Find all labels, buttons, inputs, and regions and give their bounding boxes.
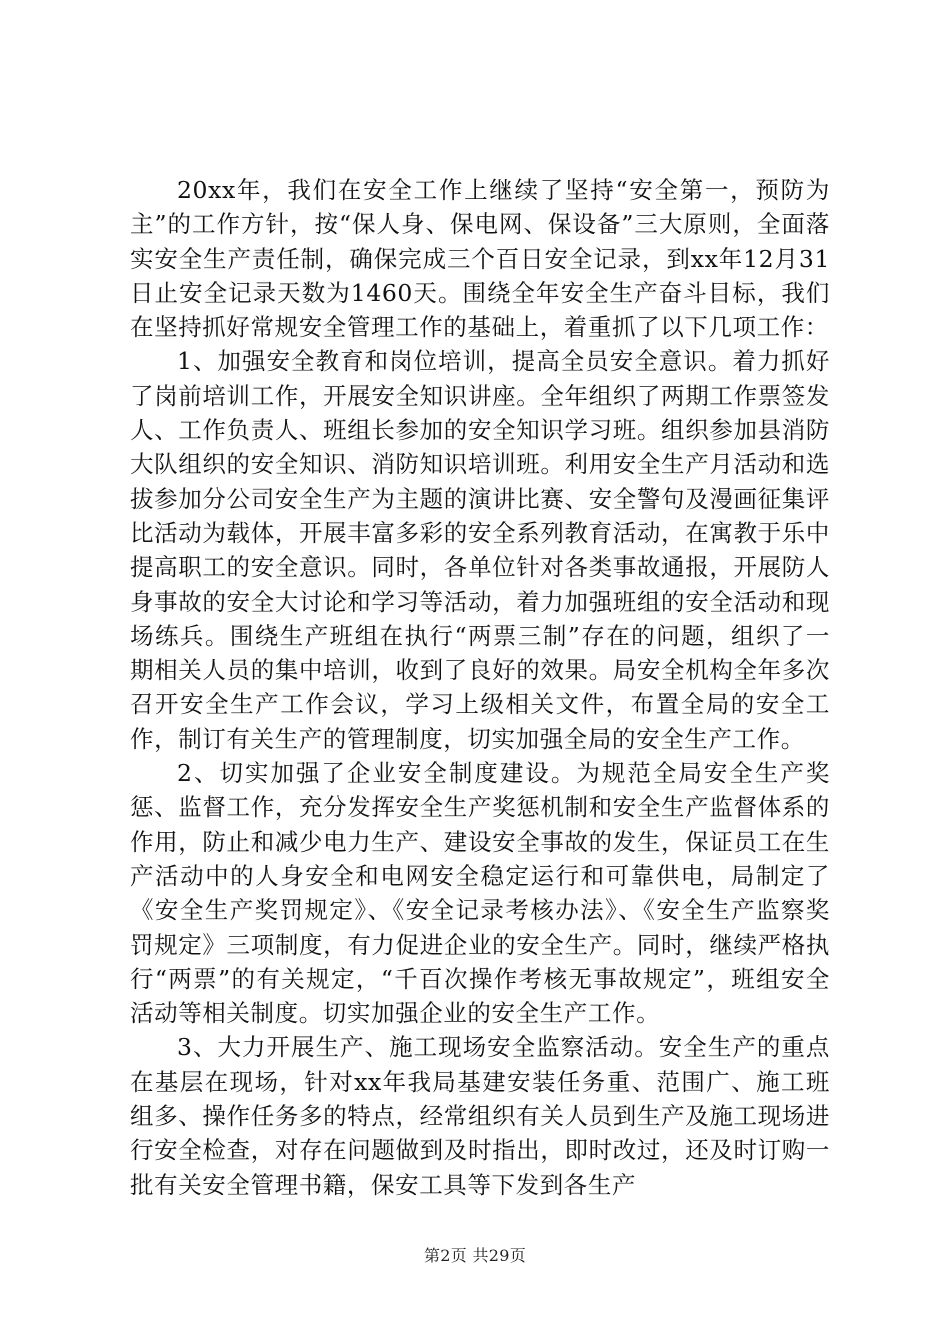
paragraph-intro: 20xx年，我们在安全工作上继续了坚持“安全第一，预防为主”的工作方针，按“保人身、保电网、保设备”三大原则，全面落实安全生产责任制，确保完成三个百日安全记录，到xx年12月31日止安全记录天数为1460天。围绕全年安全生产奋斗目标，我们在坚持抓好常规安全管理工作的基础上，着重抓了以下几项工作： bbox=[130, 176, 830, 342]
document-body bbox=[130, 173, 830, 1202]
paragraph-item-1: 1、加强安全教育和岗位培训，提高全员安全意识。着力抓好了岗前培训工作，开展安全知识讲座。全年组织了两期工作票签发人、工作负责人、班组长参加的安全知识学习班。组织参加县消防大队组织的安全知识、消防知识培训班。利用安全生产月活动和选拔参加分公司安全生产为主题的演讲比赛、安全警句及漫画征集评比活动为载体，开展丰富多彩的安全系列教育活动，在寓教于乐中提高职工的安全意识。同时，各单位针对各类事故通报，开展防人身事故的安全大讨论和学习等活动，着力加强班组的安全活动和现场练兵。围绕生产班组在执行“两票三制”存在的问题，组织了一期相关人员的集中培训，收到了良好的效果。局安全机构全年多次召开安全生产工作会议，学习上级相关文件，布置全局的安全工作，制订有关生产的管理制度，切实加强全局的安全生产工作。 bbox=[130, 347, 830, 753]
paragraph-item-2: 2、切实加强了企业安全制度建设。为规范全局安全生产奖惩、监督工作，充分发挥安全生产奖惩机制和安全生产监督体系的作用，防止和减少电力生产、建设安全事故的发生，保证员工在生产活动中的人身安全和电网安全稳定运行和可靠供电，局制定了《安全生产奖罚规定》、《安全记录考核办法》、《安全生产监察奖罚规定》三项制度，有力促进企业的安全生产。同时，继续严格执行“两票”的有关规定，“千百次操作考核无事故规定”，班组安全活动等相关制度。切实加强企业的安全生产工作。 bbox=[130, 759, 830, 1028]
page-footer: 第2页 共29页 bbox=[423, 1246, 527, 1265]
paragraph-item-3: 3、大力开展生产、施工现场安全监察活动。安全生产的重点在基层在现场，针对xx年我局基建安装任务重、范围广、施工班组多、操作任务多的特点，经常组织有关人员到生产及施工现场进行安全检查，对存在问题做到及时指出，即时改过，还及时订购一批有关安全管理书籍，保安工具等下发到各生产 bbox=[130, 1033, 830, 1199]
